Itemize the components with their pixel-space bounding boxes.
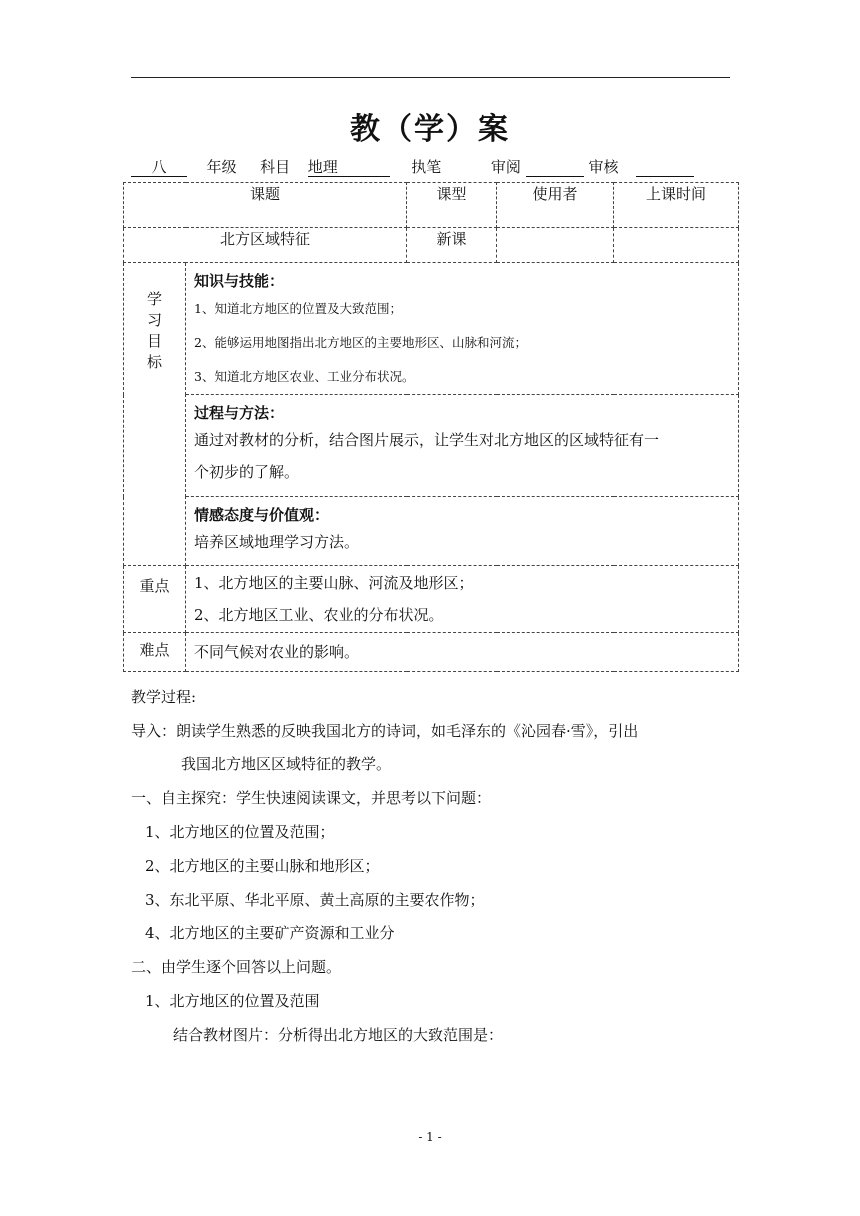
subject-value: 地理 bbox=[308, 158, 390, 177]
answer-1-text: 结合教材图片：分析得出北方地区的大致范围是： bbox=[173, 1026, 504, 1044]
process-title: 过程与方法： bbox=[194, 404, 285, 422]
knowledge-item: 1、知道北方地区的位置及大致范围； bbox=[194, 301, 402, 316]
section-2-heading: 二、由学生逐个回答以上问题。 bbox=[131, 958, 342, 976]
writer-label: 执笔 bbox=[411, 158, 442, 176]
difficulty-text: 不同气候对农业的影响。 bbox=[194, 643, 360, 661]
type-value: 新课 bbox=[407, 228, 497, 263]
audit-blank bbox=[636, 158, 694, 177]
emotion-title: 情感态度与价值观： bbox=[194, 506, 330, 524]
question-item: 4、北方地区的主要矿产资源和工业分 bbox=[145, 924, 395, 942]
question-item: 2、北方地区的主要山脉和地形区； bbox=[145, 857, 380, 875]
answer-1-title: 1、北方地区的位置及范围 bbox=[145, 992, 320, 1010]
difficulty-row bbox=[124, 633, 739, 672]
intro-line-2: 我国北方地区区域特征的教学。 bbox=[181, 755, 392, 773]
header-time: 上课时间 bbox=[614, 183, 739, 228]
table-header-row bbox=[124, 183, 739, 228]
knowledge-item: 2、能够运用地图指出北方地区的主要地形区、山脉和河流； bbox=[194, 335, 527, 350]
goals-process-row bbox=[124, 395, 739, 497]
question-item: 1、北方地区的位置及范围； bbox=[145, 823, 335, 841]
key-point-item: 1、北方地区的主要山脉、河流及地形区； bbox=[194, 574, 474, 592]
table-row bbox=[124, 228, 739, 263]
key-points-row bbox=[124, 566, 739, 633]
knowledge-item: 3、知道北方地区农业、工业分布状况。 bbox=[194, 369, 415, 384]
process-line: 通过对教材的分析，结合图片展示，让学生对北方地区的区域特征有一 bbox=[194, 431, 660, 449]
review-blank bbox=[526, 158, 584, 177]
knowledge-title: 知识与技能： bbox=[194, 272, 285, 290]
meta-line bbox=[131, 156, 694, 177]
key-point-item: 2、北方地区工业、农业的分布状况。 bbox=[194, 606, 444, 624]
process-line: 个初步的了解。 bbox=[194, 463, 300, 481]
header-rule bbox=[131, 77, 730, 78]
difficulty-label: 难点 bbox=[139, 641, 170, 659]
audit-label: 审核 bbox=[588, 158, 619, 176]
lesson-table bbox=[123, 182, 739, 672]
header-topic: 课题 bbox=[124, 183, 407, 228]
user-value bbox=[497, 228, 614, 263]
grade-label: 年级 bbox=[206, 158, 237, 176]
grade-value: 八 bbox=[131, 158, 187, 177]
header-user: 使用者 bbox=[497, 183, 614, 228]
time-value bbox=[614, 228, 739, 263]
emotion-text: 培养区域地理学习方法。 bbox=[194, 533, 360, 551]
goals-emotion-row bbox=[124, 497, 739, 566]
review-label: 审阅 bbox=[490, 158, 521, 176]
page-number: - 1 - bbox=[418, 1130, 442, 1144]
goals-label-cell bbox=[124, 263, 186, 566]
question-item: 3、东北平原、华北平原、黄土高原的主要农作物； bbox=[145, 891, 485, 909]
process-heading: 教学过程: bbox=[131, 688, 197, 706]
header-type: 课型 bbox=[407, 183, 497, 228]
document-title: 教（学）案 bbox=[350, 112, 510, 147]
key-points-label: 重点 bbox=[139, 577, 170, 595]
subject-label: 科目 bbox=[260, 158, 291, 176]
goals-label: 学习目标 bbox=[146, 290, 162, 371]
topic-value: 北方区域特征 bbox=[124, 228, 407, 263]
goals-knowledge-row bbox=[124, 263, 739, 395]
intro-line-1: 导入：朗读学生熟悉的反映我国北方的诗词，如毛泽东的《沁园春·雪》，引出 bbox=[131, 722, 639, 740]
section-1-heading: 一、自主探究：学生快速阅读课文，并思考以下问题： bbox=[131, 789, 492, 807]
